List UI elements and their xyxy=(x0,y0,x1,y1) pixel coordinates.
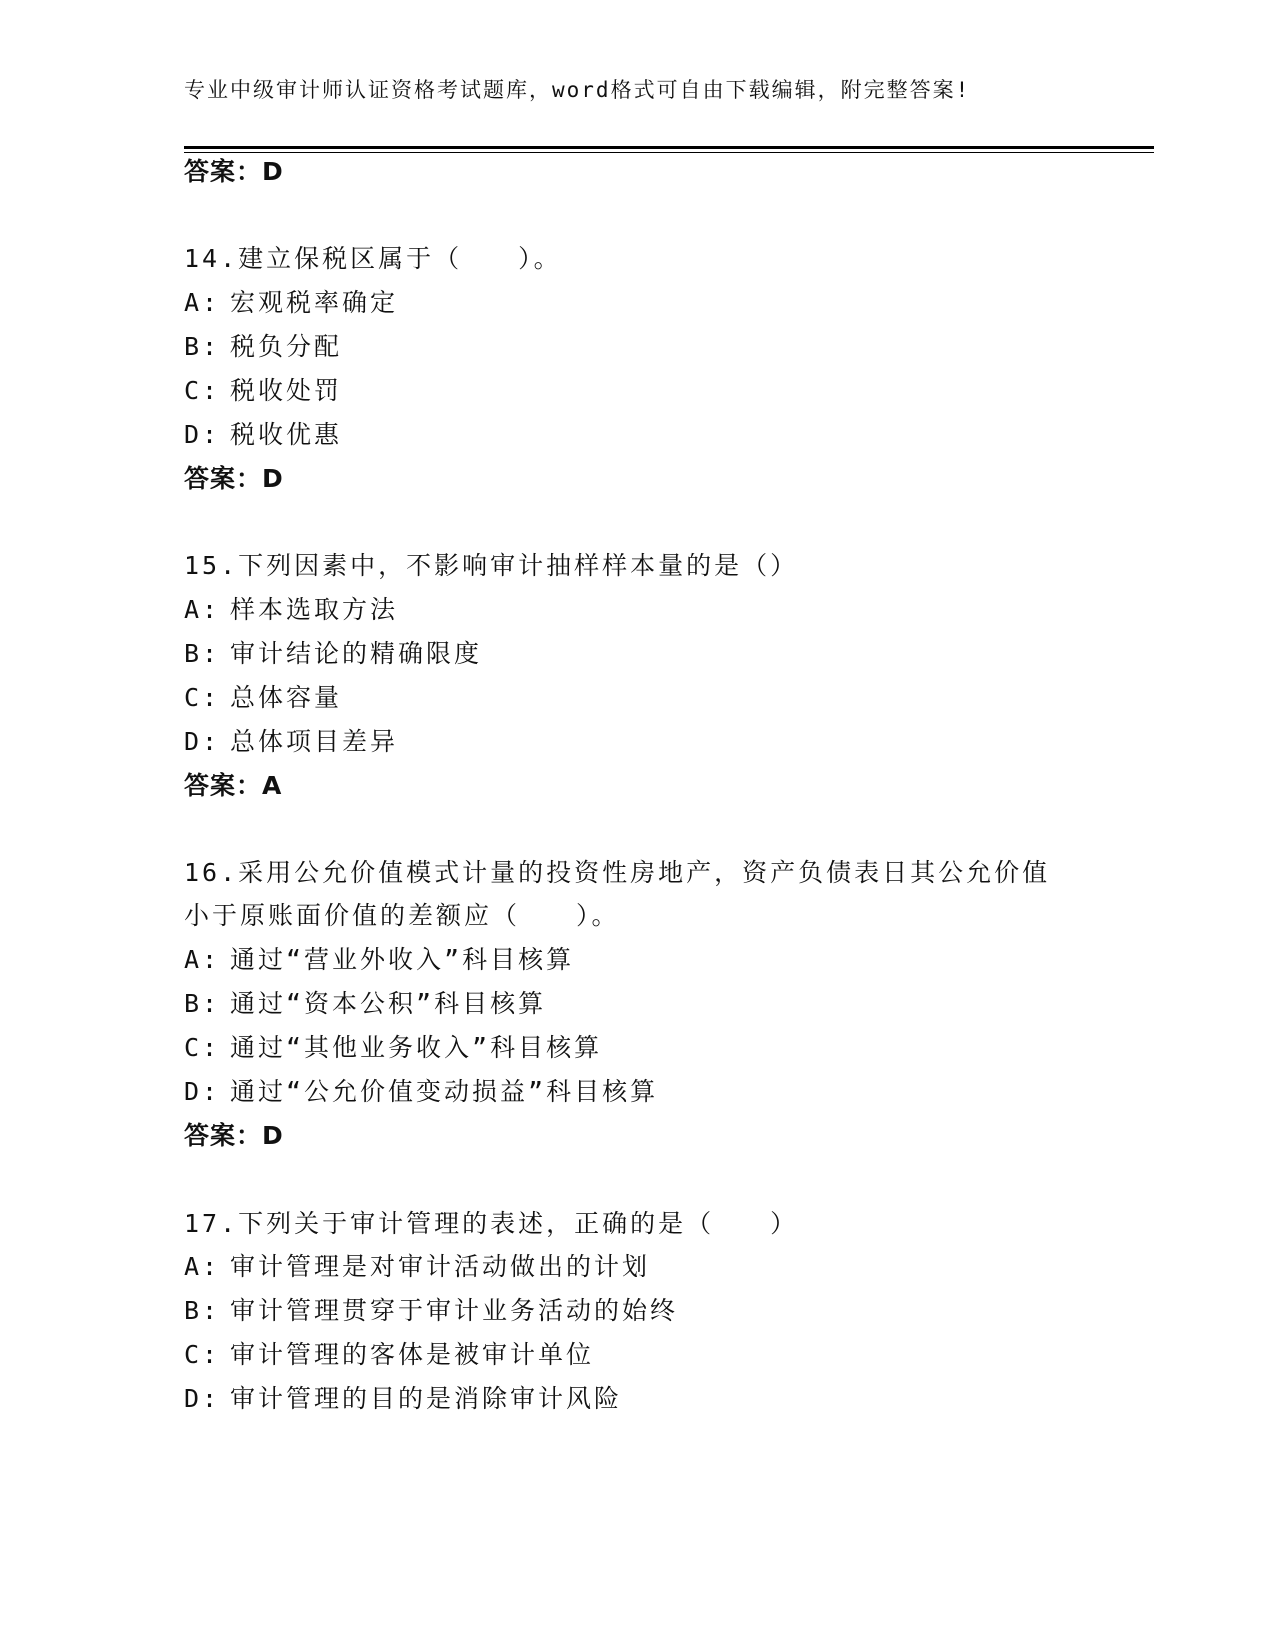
option-label: C: xyxy=(184,683,221,712)
question-14-option-c xyxy=(184,376,342,406)
question-16-option-c xyxy=(184,1033,602,1063)
option-label: B: xyxy=(184,332,221,361)
option-label: A: xyxy=(184,595,221,624)
question-16-option-d xyxy=(184,1077,658,1107)
question-17-option-c xyxy=(184,1340,594,1370)
option-text: 审计结论的精确限度 xyxy=(230,639,483,668)
option-label: B: xyxy=(184,989,221,1018)
option-text: 样本选取方法 xyxy=(230,595,399,624)
option-text: 审计管理贯穿于审计业务活动的始终 xyxy=(230,1296,679,1325)
question-15-stem: 15.下列因素中，不影响审计抽样样本量的是（） xyxy=(184,551,799,580)
option-text: 审计管理是对审计活动做出的计划 xyxy=(230,1252,651,1281)
question-16-option-b xyxy=(184,989,546,1019)
question-14-option-b xyxy=(184,332,342,362)
option-text: 税收处罚 xyxy=(230,376,343,405)
option-label: A: xyxy=(184,1252,221,1281)
question-17-option-a xyxy=(184,1252,650,1282)
option-label: C: xyxy=(184,1033,221,1062)
option-label: B: xyxy=(184,639,221,668)
question-17-stem: 17.下列关于审计管理的表述，正确的是（ ） xyxy=(184,1209,799,1238)
option-text: 通过“营业外收入”科目核算 xyxy=(230,945,575,974)
option-text: 宏观税率确定 xyxy=(230,288,399,317)
question-16-answer: 答案：D xyxy=(184,1121,284,1150)
header-rule-thick xyxy=(184,146,1154,149)
option-text: 税负分配 xyxy=(230,332,343,361)
option-label: B: xyxy=(184,1296,221,1325)
question-17-option-d xyxy=(184,1384,622,1414)
question-16-option-a xyxy=(184,945,574,975)
option-label: D: xyxy=(184,1077,221,1106)
option-label: A: xyxy=(184,288,221,317)
question-16-stem-line-1: 16.采用公允价值模式计量的投资性房地产，资产负债表日其公允价值 xyxy=(184,858,1051,887)
question-15-option-c xyxy=(184,683,342,713)
question-15-answer: 答案：A xyxy=(184,771,283,800)
option-label: D: xyxy=(184,420,221,449)
option-text: 总体项目差异 xyxy=(230,727,399,756)
option-text: 通过“公允价值变动损益”科目核算 xyxy=(230,1077,659,1106)
question-14-option-a xyxy=(184,288,398,318)
option-label: C: xyxy=(184,376,221,405)
option-text: 通过“其他业务收入”科目核算 xyxy=(230,1033,603,1062)
option-label: C: xyxy=(184,1340,221,1369)
question-15-option-b xyxy=(184,639,482,669)
option-text: 通过“资本公积”科目核算 xyxy=(230,989,547,1018)
question-17-option-b xyxy=(184,1296,678,1326)
option-text: 审计管理的目的是消除审计风险 xyxy=(230,1384,623,1413)
option-text: 税收优惠 xyxy=(230,420,343,449)
question-14-stem: 14.建立保税区属于（ ）。 xyxy=(184,244,562,273)
question-15-option-d xyxy=(184,727,398,757)
question-14-answer: 答案：D xyxy=(184,464,284,493)
header-rule-thin xyxy=(184,152,1154,153)
option-text: 总体容量 xyxy=(230,683,343,712)
question-14-option-d xyxy=(184,420,342,450)
question-15-option-a xyxy=(184,595,398,625)
option-text: 审计管理的客体是被审计单位 xyxy=(230,1340,595,1369)
option-label: D: xyxy=(184,1384,221,1413)
question-16-stem-line-2: 小于原账面价值的差额应（ ）。 xyxy=(184,901,620,930)
option-label: A: xyxy=(184,945,221,974)
page-header: 专业中级审计师认证资格考试题库，word格式可自由下载编辑，附完整答案! xyxy=(184,78,971,102)
option-label: D: xyxy=(184,727,221,756)
answer-prev: 答案：D xyxy=(184,157,284,186)
